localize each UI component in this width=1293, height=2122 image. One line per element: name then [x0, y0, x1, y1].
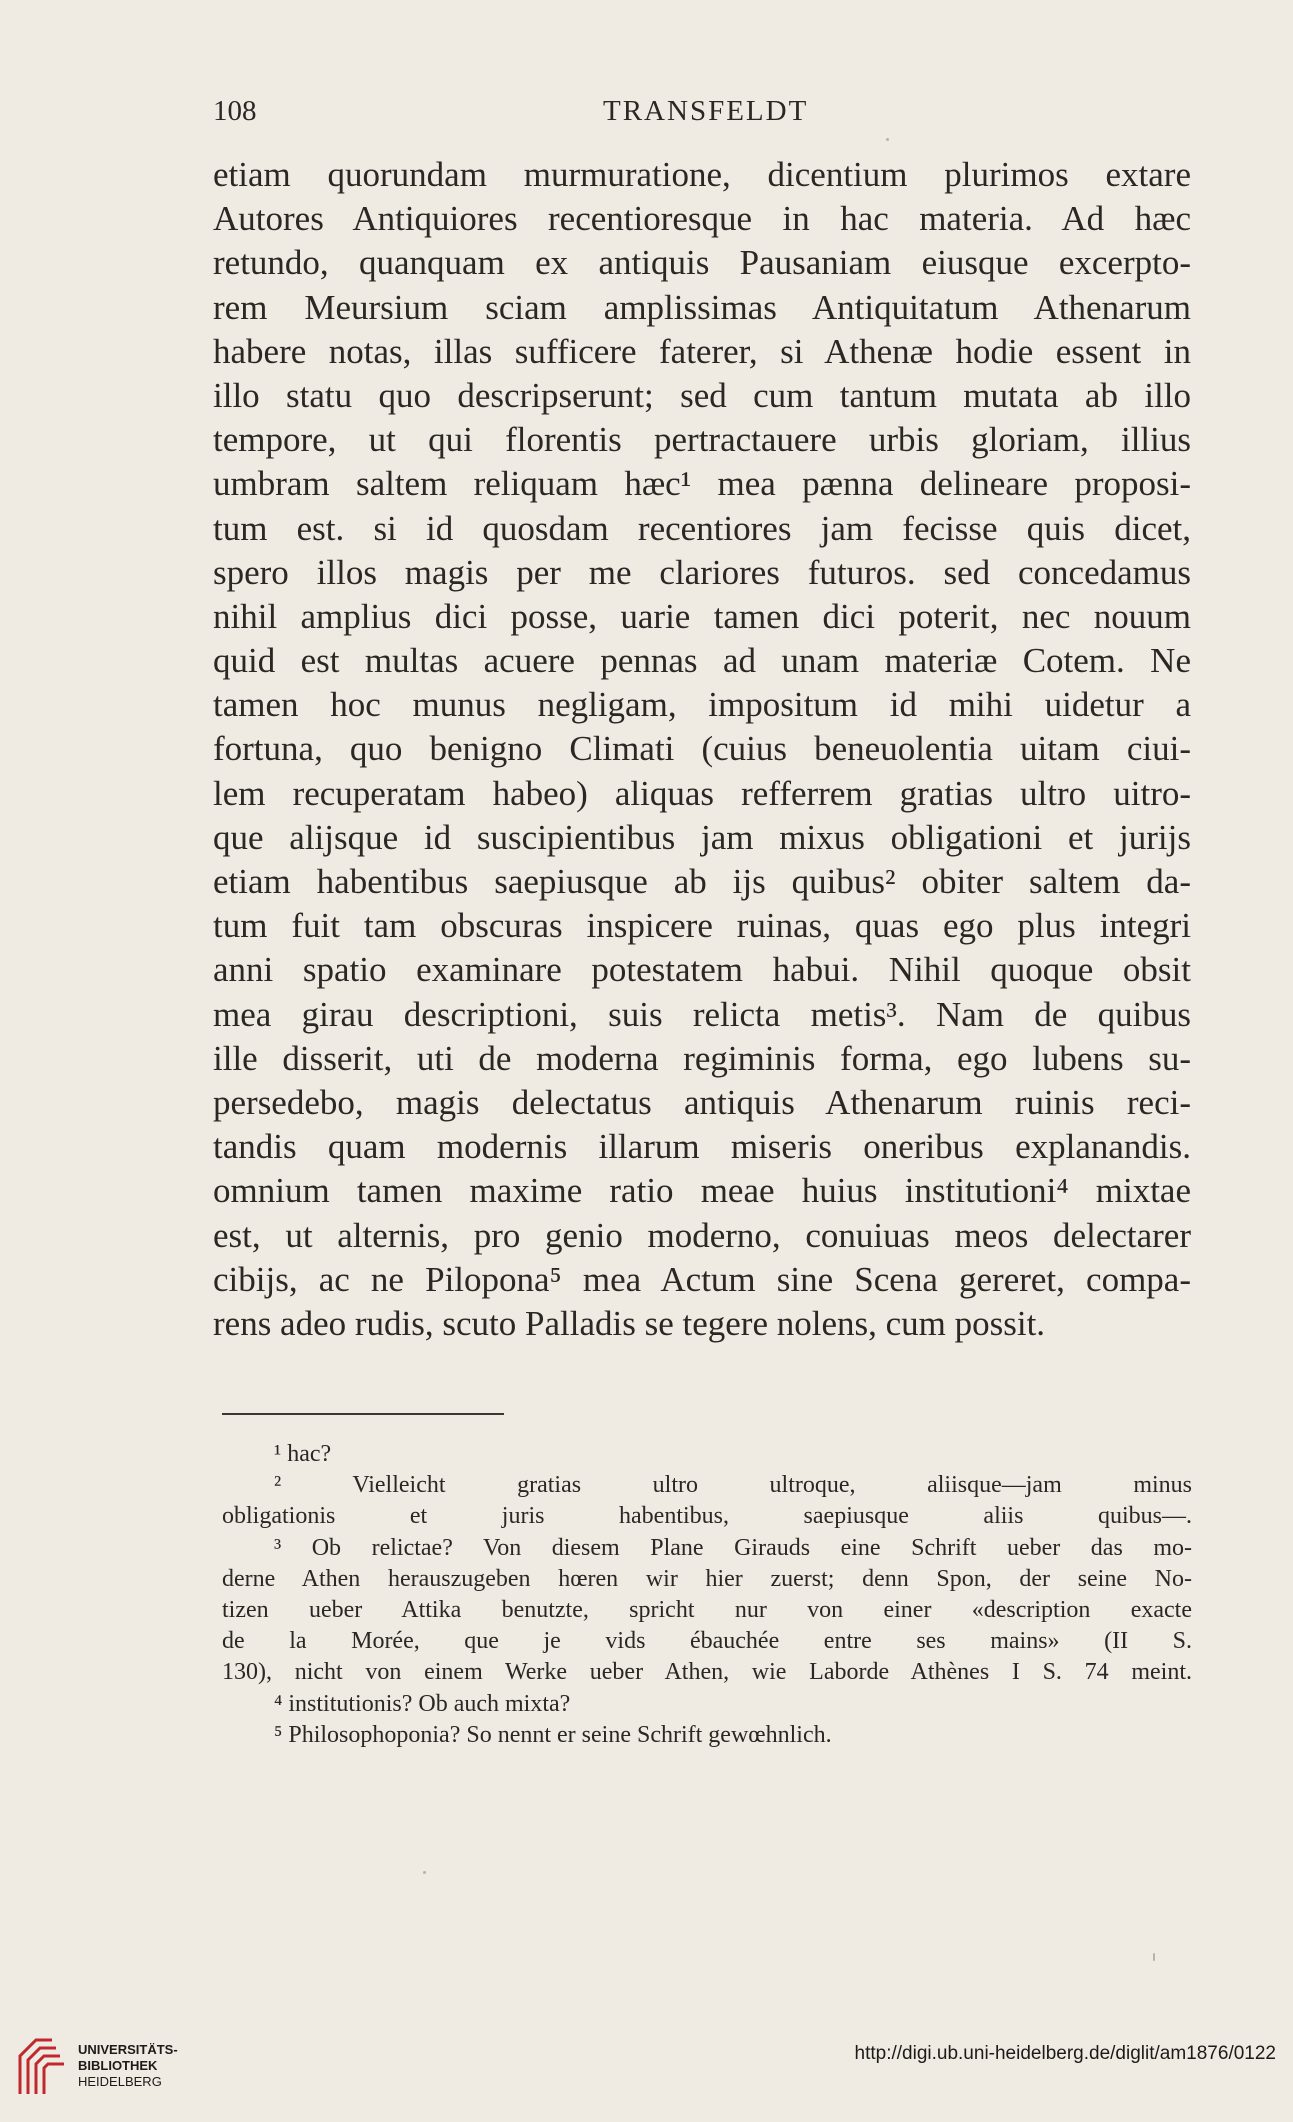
text-line: persedebo, magis delectatus antiquis Athenarum ruinis reci-	[213, 1082, 1191, 1122]
text-line: fortuna, quo benigno Climati (cuius beneuolentia uitam ciui-	[213, 729, 1191, 769]
footnote-line: ¹ hac?	[274, 1441, 332, 1467]
text-line: rens adeo rudis, scuto Palladis se tegere nolens, cum possit.	[213, 1303, 1046, 1343]
footnote-line: de la Morée, que je vids ébauchée entre ses mains» (II S.	[222, 1628, 1192, 1655]
text-line: tempore, ut qui florentis pertractauere urbis gloriam, illius	[213, 420, 1191, 460]
library-name-line: HEIDELBERG	[78, 2074, 162, 2089]
text-line: Autores Antiquiores recentioresque in hac materia. Ad hæc	[213, 199, 1191, 239]
text-line: cibijs, ac ne Pilopona⁵ mea Actum sine Scena gereret, compa-	[213, 1259, 1191, 1299]
text-line: ille disserit, uti de moderna regiminis forma, ego lubens su-	[213, 1038, 1191, 1078]
footnote-line: obligationis et juris habentibus, saepiusque aliis quibus—.	[222, 1503, 1192, 1530]
text-line: anni spatio examinare potestatem habui. Nihil quoque obsit	[213, 950, 1191, 990]
text-line: tum est. si id quosdam recentiores jam fecisse quis dicet,	[213, 508, 1191, 548]
text-line: tum fuit tam obscuras inspicere ruinas, quas ego plus integri	[213, 906, 1191, 946]
library-name-line: BIBLIOTHEK	[78, 2058, 158, 2073]
text-line: tandis quam modernis illarum miseris oneribus explanandis.	[213, 1127, 1191, 1167]
paper-speck	[886, 138, 889, 141]
text-line: retundo, quanquam ex antiquis Pausaniam eiusque excerpto-	[213, 243, 1191, 283]
paper-speck	[1153, 1953, 1155, 1961]
library-logo[interactable]	[16, 2030, 216, 2110]
footnote-line: ³ Ob relictae? Von diesem Plane Girauds eine Schrift ueber das mo-	[274, 1534, 1192, 1561]
text-line: omnium tamen maxime ratio meae huius institutioni⁴ mixtae	[213, 1171, 1191, 1211]
footnote-line: ⁴ institutionis? Ob auch mixta?	[274, 1690, 571, 1717]
footnote-line: ⁵ Philosophoponia? So nennt er seine Schrift gewœhnlich.	[274, 1721, 832, 1748]
text-line: mea girau descriptioni, suis relicta metis³. Nam de quibus	[213, 994, 1191, 1034]
page-number: 108	[213, 95, 257, 127]
library-name-line: UNIVERSITÄTS-	[78, 2042, 178, 2057]
text-line: quid est multas acuere pennas ad unam materiæ Cotem. Ne	[213, 641, 1191, 681]
footnote-line: ² Vielleicht gratias ultro ultroque, aliisque—jam minus	[274, 1472, 1192, 1499]
running-title: TRANSFELDT	[603, 95, 809, 127]
footnote-line: tizen ueber Attika benutzte, spricht nur von einer «description exacte	[222, 1596, 1192, 1623]
text-line: lem recuperatam habeo) aliquas refferrem gratias ultro uitro-	[213, 773, 1191, 813]
text-line: spero illos magis per me clariores futuros. sed concedamus	[213, 552, 1191, 592]
footnotes	[222, 1439, 1192, 1751]
text-line: que alijsque id suscipientibus jam mixus obligationi et jurijs	[213, 817, 1191, 857]
text-line: tamen hoc munus negligam, impositum id mihi uidetur a	[213, 685, 1191, 725]
library-emblem-icon	[16, 2034, 68, 2098]
library-name	[78, 2042, 178, 2090]
text-line: habere notas, illas sufficere faterer, si Athenæ hodie essent in	[213, 331, 1191, 371]
text-line: illo statu quo descripserunt; sed cum tantum mutata ab illo	[213, 375, 1191, 415]
text-line: umbram saltem reliquam hæc¹ mea pænna delineare proposi-	[213, 464, 1191, 504]
source-url-link[interactable]: http://digi.ub.uni-heidelberg.de/diglit/am1876/0122	[854, 2043, 1276, 2064]
text-line: etiam quorundam murmuratione, dicentium plurimos extare	[213, 155, 1191, 194]
paper-speck	[423, 1871, 426, 1874]
text-line: etiam habentibus saepiusque ab ijs quibus² obiter saltem da-	[213, 862, 1191, 901]
text-line: est, ut alternis, pro genio moderno, conuiuas meos delectarer	[213, 1215, 1191, 1255]
footnote-separator	[222, 1413, 504, 1415]
footnote-line: derne Athen herauszugeben hœren wir hier zuerst; denn Spon, der seine No-	[222, 1565, 1192, 1592]
page-header	[213, 95, 1191, 131]
text-line: rem Meursium sciam amplissimas Antiquitatum Athenarum	[213, 287, 1191, 327]
footnote-line: 130), nicht von einem Werke ueber Athen, wie Laborde Athènes I S. 74 meint.	[222, 1659, 1192, 1686]
main-text	[213, 153, 1191, 1346]
text-line: nihil amplius dici posse, uarie tamen dici poterit, nec nouum	[213, 596, 1191, 636]
